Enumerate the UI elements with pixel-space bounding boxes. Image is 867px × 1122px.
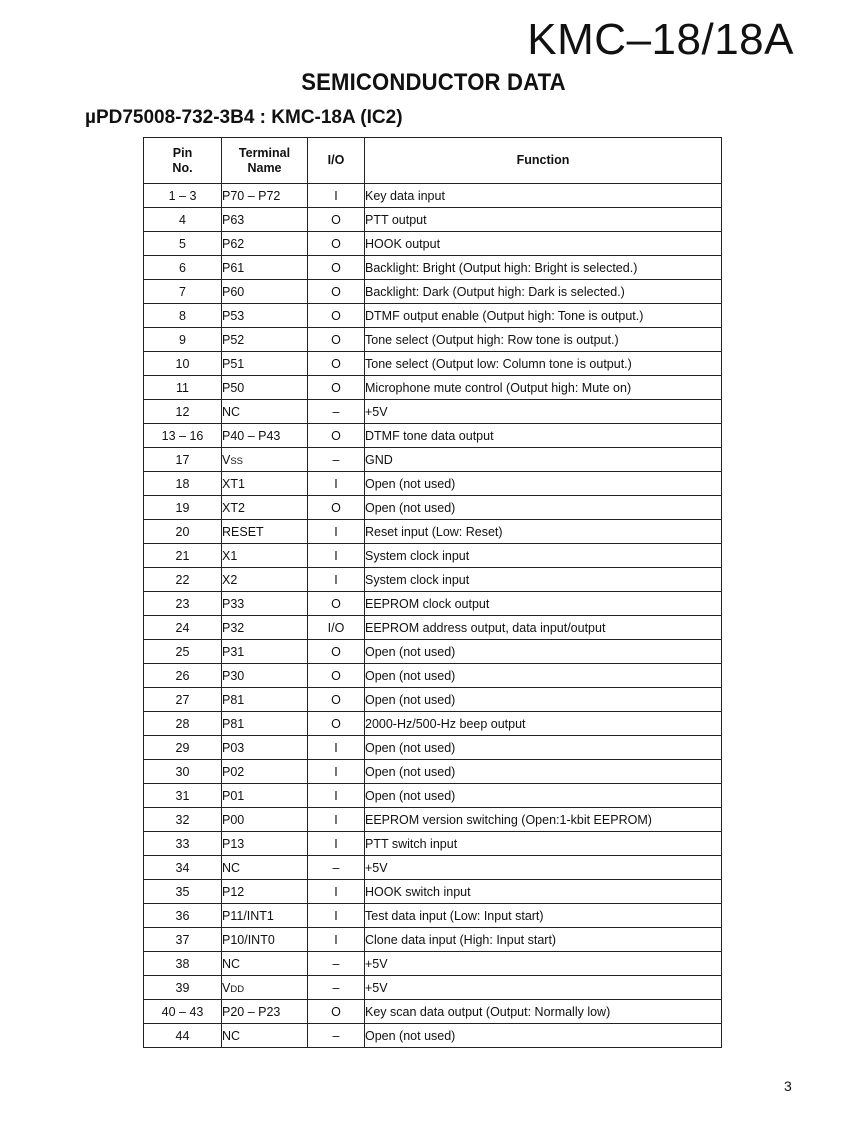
terminal-cell: P81 (222, 688, 308, 712)
pin-cell: 1 – 3 (144, 184, 222, 208)
terminal-cell: P81 (222, 712, 308, 736)
pin-cell: 39 (144, 976, 222, 1000)
terminal-cell: XT2 (222, 496, 308, 520)
pin-cell: 26 (144, 664, 222, 688)
terminal-cell: P60 (222, 280, 308, 304)
io-cell: O (308, 424, 365, 448)
function-cell: Open (not used) (365, 496, 722, 520)
pin-cell: 19 (144, 496, 222, 520)
table-row (144, 712, 722, 736)
table-row (144, 496, 722, 520)
function-cell: DTMF output enable (Output high: Tone is output.) (365, 304, 722, 328)
function-cell: Reset input (Low: Reset) (365, 520, 722, 544)
function-cell: PTT output (365, 208, 722, 232)
terminal-cell: P53 (222, 304, 308, 328)
io-cell: I (308, 736, 365, 760)
function-cell: GND (365, 448, 722, 472)
function-cell: EEPROM clock output (365, 592, 722, 616)
terminal-cell: P33 (222, 592, 308, 616)
io-cell: O (308, 232, 365, 256)
terminal-cell: VDD (222, 976, 308, 1000)
terminal-cell: NC (222, 856, 308, 880)
io-cell: O (308, 208, 365, 232)
function-cell: +5V (365, 856, 722, 880)
pin-cell: 18 (144, 472, 222, 496)
io-cell: I (308, 568, 365, 592)
io-cell: O (308, 280, 365, 304)
pin-cell: 40 – 43 (144, 1000, 222, 1024)
pin-cell: 17 (144, 448, 222, 472)
pin-cell: 6 (144, 256, 222, 280)
io-cell: O (308, 304, 365, 328)
table-row (144, 664, 722, 688)
terminal-cell: P32 (222, 616, 308, 640)
terminal-cell: X1 (222, 544, 308, 568)
col-header-terminal: Terminal Name (222, 138, 308, 184)
function-cell: Microphone mute control (Output high: Mute on) (365, 376, 722, 400)
terminal-cell: P13 (222, 832, 308, 856)
function-cell: Open (not used) (365, 688, 722, 712)
pin-cell: 9 (144, 328, 222, 352)
io-cell: O (308, 688, 365, 712)
io-cell: I (308, 760, 365, 784)
pin-cell: 10 (144, 352, 222, 376)
table-row (144, 352, 722, 376)
io-cell: I (308, 880, 365, 904)
io-cell: O (308, 376, 365, 400)
ic-title: µPD75008-732-3B4 : KMC-18A (IC2) (85, 107, 403, 128)
pin-cell: 29 (144, 736, 222, 760)
function-cell: System clock input (365, 568, 722, 592)
table-row (144, 808, 722, 832)
io-cell: O (308, 328, 365, 352)
terminal-cell: P30 (222, 664, 308, 688)
pin-cell: 12 (144, 400, 222, 424)
terminal-cell: P12 (222, 880, 308, 904)
table-row (144, 256, 722, 280)
table-row (144, 208, 722, 232)
function-cell: Backlight: Dark (Output high: Dark is selected.) (365, 280, 722, 304)
io-cell: O (308, 256, 365, 280)
terminal-cell: X2 (222, 568, 308, 592)
terminal-cell: P61 (222, 256, 308, 280)
pin-cell: 25 (144, 640, 222, 664)
function-cell: Tone select (Output low: Column tone is output.) (365, 352, 722, 376)
function-cell: Key data input (365, 184, 722, 208)
io-cell: I (308, 184, 365, 208)
function-cell: PTT switch input (365, 832, 722, 856)
table-row (144, 520, 722, 544)
pin-cell: 37 (144, 928, 222, 952)
terminal-cell: P10/INT0 (222, 928, 308, 952)
io-cell: – (308, 448, 365, 472)
function-cell: Open (not used) (365, 760, 722, 784)
table-row (144, 448, 722, 472)
pin-cell: 13 – 16 (144, 424, 222, 448)
table-row (144, 304, 722, 328)
io-cell: O (308, 1000, 365, 1024)
table-row (144, 976, 722, 1000)
pin-cell: 7 (144, 280, 222, 304)
function-cell: Open (not used) (365, 640, 722, 664)
terminal-cell: P31 (222, 640, 308, 664)
col-header-function: Function (365, 138, 722, 184)
table-row (144, 640, 722, 664)
table-row (144, 376, 722, 400)
function-cell: +5V (365, 952, 722, 976)
table-row (144, 568, 722, 592)
table-row (144, 544, 722, 568)
terminal-cell: P00 (222, 808, 308, 832)
terminal-cell: P01 (222, 784, 308, 808)
function-cell: Test data input (Low: Input start) (365, 904, 722, 928)
function-cell: Open (not used) (365, 664, 722, 688)
terminal-cell: P50 (222, 376, 308, 400)
function-cell: Open (not used) (365, 784, 722, 808)
function-cell: Open (not used) (365, 1024, 722, 1048)
io-cell: I (308, 544, 365, 568)
terminal-cell: P52 (222, 328, 308, 352)
function-cell: +5V (365, 976, 722, 1000)
function-cell: EEPROM version switching (Open:1-kbit EEPROM) (365, 808, 722, 832)
table-row (144, 880, 722, 904)
table-row (144, 1024, 722, 1048)
function-cell: EEPROM address output, data input/output (365, 616, 722, 640)
io-cell: O (308, 352, 365, 376)
io-cell: – (308, 1024, 365, 1048)
terminal-cell: NC (222, 952, 308, 976)
io-cell: – (308, 400, 365, 424)
io-cell: I (308, 784, 365, 808)
io-cell: O (308, 664, 365, 688)
pin-cell: 27 (144, 688, 222, 712)
pin-cell: 21 (144, 544, 222, 568)
pin-cell: 34 (144, 856, 222, 880)
table-row (144, 904, 722, 928)
table-row (144, 400, 722, 424)
io-cell: – (308, 856, 365, 880)
pin-cell: 8 (144, 304, 222, 328)
terminal-cell: P40 – P43 (222, 424, 308, 448)
table-row (144, 760, 722, 784)
io-cell: I (308, 904, 365, 928)
table-row (144, 184, 722, 208)
function-cell: Open (not used) (365, 472, 722, 496)
io-cell: I (308, 472, 365, 496)
io-cell: I/O (308, 616, 365, 640)
col-header-io: I/O (308, 138, 365, 184)
table-row (144, 328, 722, 352)
pin-cell: 36 (144, 904, 222, 928)
terminal-cell: P62 (222, 232, 308, 256)
function-cell: Open (not used) (365, 736, 722, 760)
function-cell: 2000-Hz/500-Hz beep output (365, 712, 722, 736)
io-cell: I (308, 928, 365, 952)
page-number: 3 (784, 1078, 792, 1094)
table-row (144, 592, 722, 616)
terminal-cell: P11/INT1 (222, 904, 308, 928)
col-header-pin: Pin No. (144, 138, 222, 184)
table-row (144, 784, 722, 808)
io-cell: I (308, 520, 365, 544)
terminal-cell: P02 (222, 760, 308, 784)
table-row (144, 472, 722, 496)
pin-table (143, 137, 722, 1048)
terminal-cell: P20 – P23 (222, 1000, 308, 1024)
table-row (144, 952, 722, 976)
pin-cell: 4 (144, 208, 222, 232)
function-cell: DTMF tone data output (365, 424, 722, 448)
pin-cell: 32 (144, 808, 222, 832)
table-row (144, 736, 722, 760)
function-cell: Tone select (Output high: Row tone is output.) (365, 328, 722, 352)
terminal-cell: NC (222, 1024, 308, 1048)
pin-cell: 28 (144, 712, 222, 736)
model-number: KMC–18/18A (527, 15, 794, 64)
table-row (144, 424, 722, 448)
pin-cell: 31 (144, 784, 222, 808)
io-cell: I (308, 808, 365, 832)
table-row (144, 856, 722, 880)
function-cell: HOOK output (365, 232, 722, 256)
terminal-cell: P51 (222, 352, 308, 376)
table-body (144, 184, 722, 1048)
io-cell: O (308, 640, 365, 664)
function-cell: System clock input (365, 544, 722, 568)
io-cell: O (308, 592, 365, 616)
function-cell: Backlight: Bright (Output high: Bright is selected.) (365, 256, 722, 280)
pin-cell: 5 (144, 232, 222, 256)
pin-cell: 20 (144, 520, 222, 544)
pin-cell: 22 (144, 568, 222, 592)
table-header (144, 138, 722, 184)
pin-cell: 44 (144, 1024, 222, 1048)
io-cell: – (308, 952, 365, 976)
terminal-cell: P70 – P72 (222, 184, 308, 208)
terminal-cell: P03 (222, 736, 308, 760)
pin-cell: 24 (144, 616, 222, 640)
table-row (144, 232, 722, 256)
pin-cell: 33 (144, 832, 222, 856)
pin-cell: 23 (144, 592, 222, 616)
terminal-cell: RESET (222, 520, 308, 544)
pin-cell: 35 (144, 880, 222, 904)
pin-cell: 30 (144, 760, 222, 784)
table-row (144, 832, 722, 856)
io-cell: – (308, 976, 365, 1000)
table-row (144, 616, 722, 640)
table-row (144, 280, 722, 304)
terminal-cell: P63 (222, 208, 308, 232)
section-title: SEMICONDUCTOR DATA (301, 69, 566, 96)
function-cell: Clone data input (High: Input start) (365, 928, 722, 952)
terminal-cell: VSS (222, 448, 308, 472)
pin-cell: 38 (144, 952, 222, 976)
pin-cell: 11 (144, 376, 222, 400)
table-row (144, 928, 722, 952)
io-cell: O (308, 496, 365, 520)
function-cell: +5V (365, 400, 722, 424)
terminal-cell: XT1 (222, 472, 308, 496)
function-cell: Key scan data output (Output: Normally low) (365, 1000, 722, 1024)
table-row (144, 1000, 722, 1024)
terminal-cell: NC (222, 400, 308, 424)
function-cell: HOOK switch input (365, 880, 722, 904)
table-row (144, 688, 722, 712)
io-cell: O (308, 712, 365, 736)
io-cell: I (308, 832, 365, 856)
